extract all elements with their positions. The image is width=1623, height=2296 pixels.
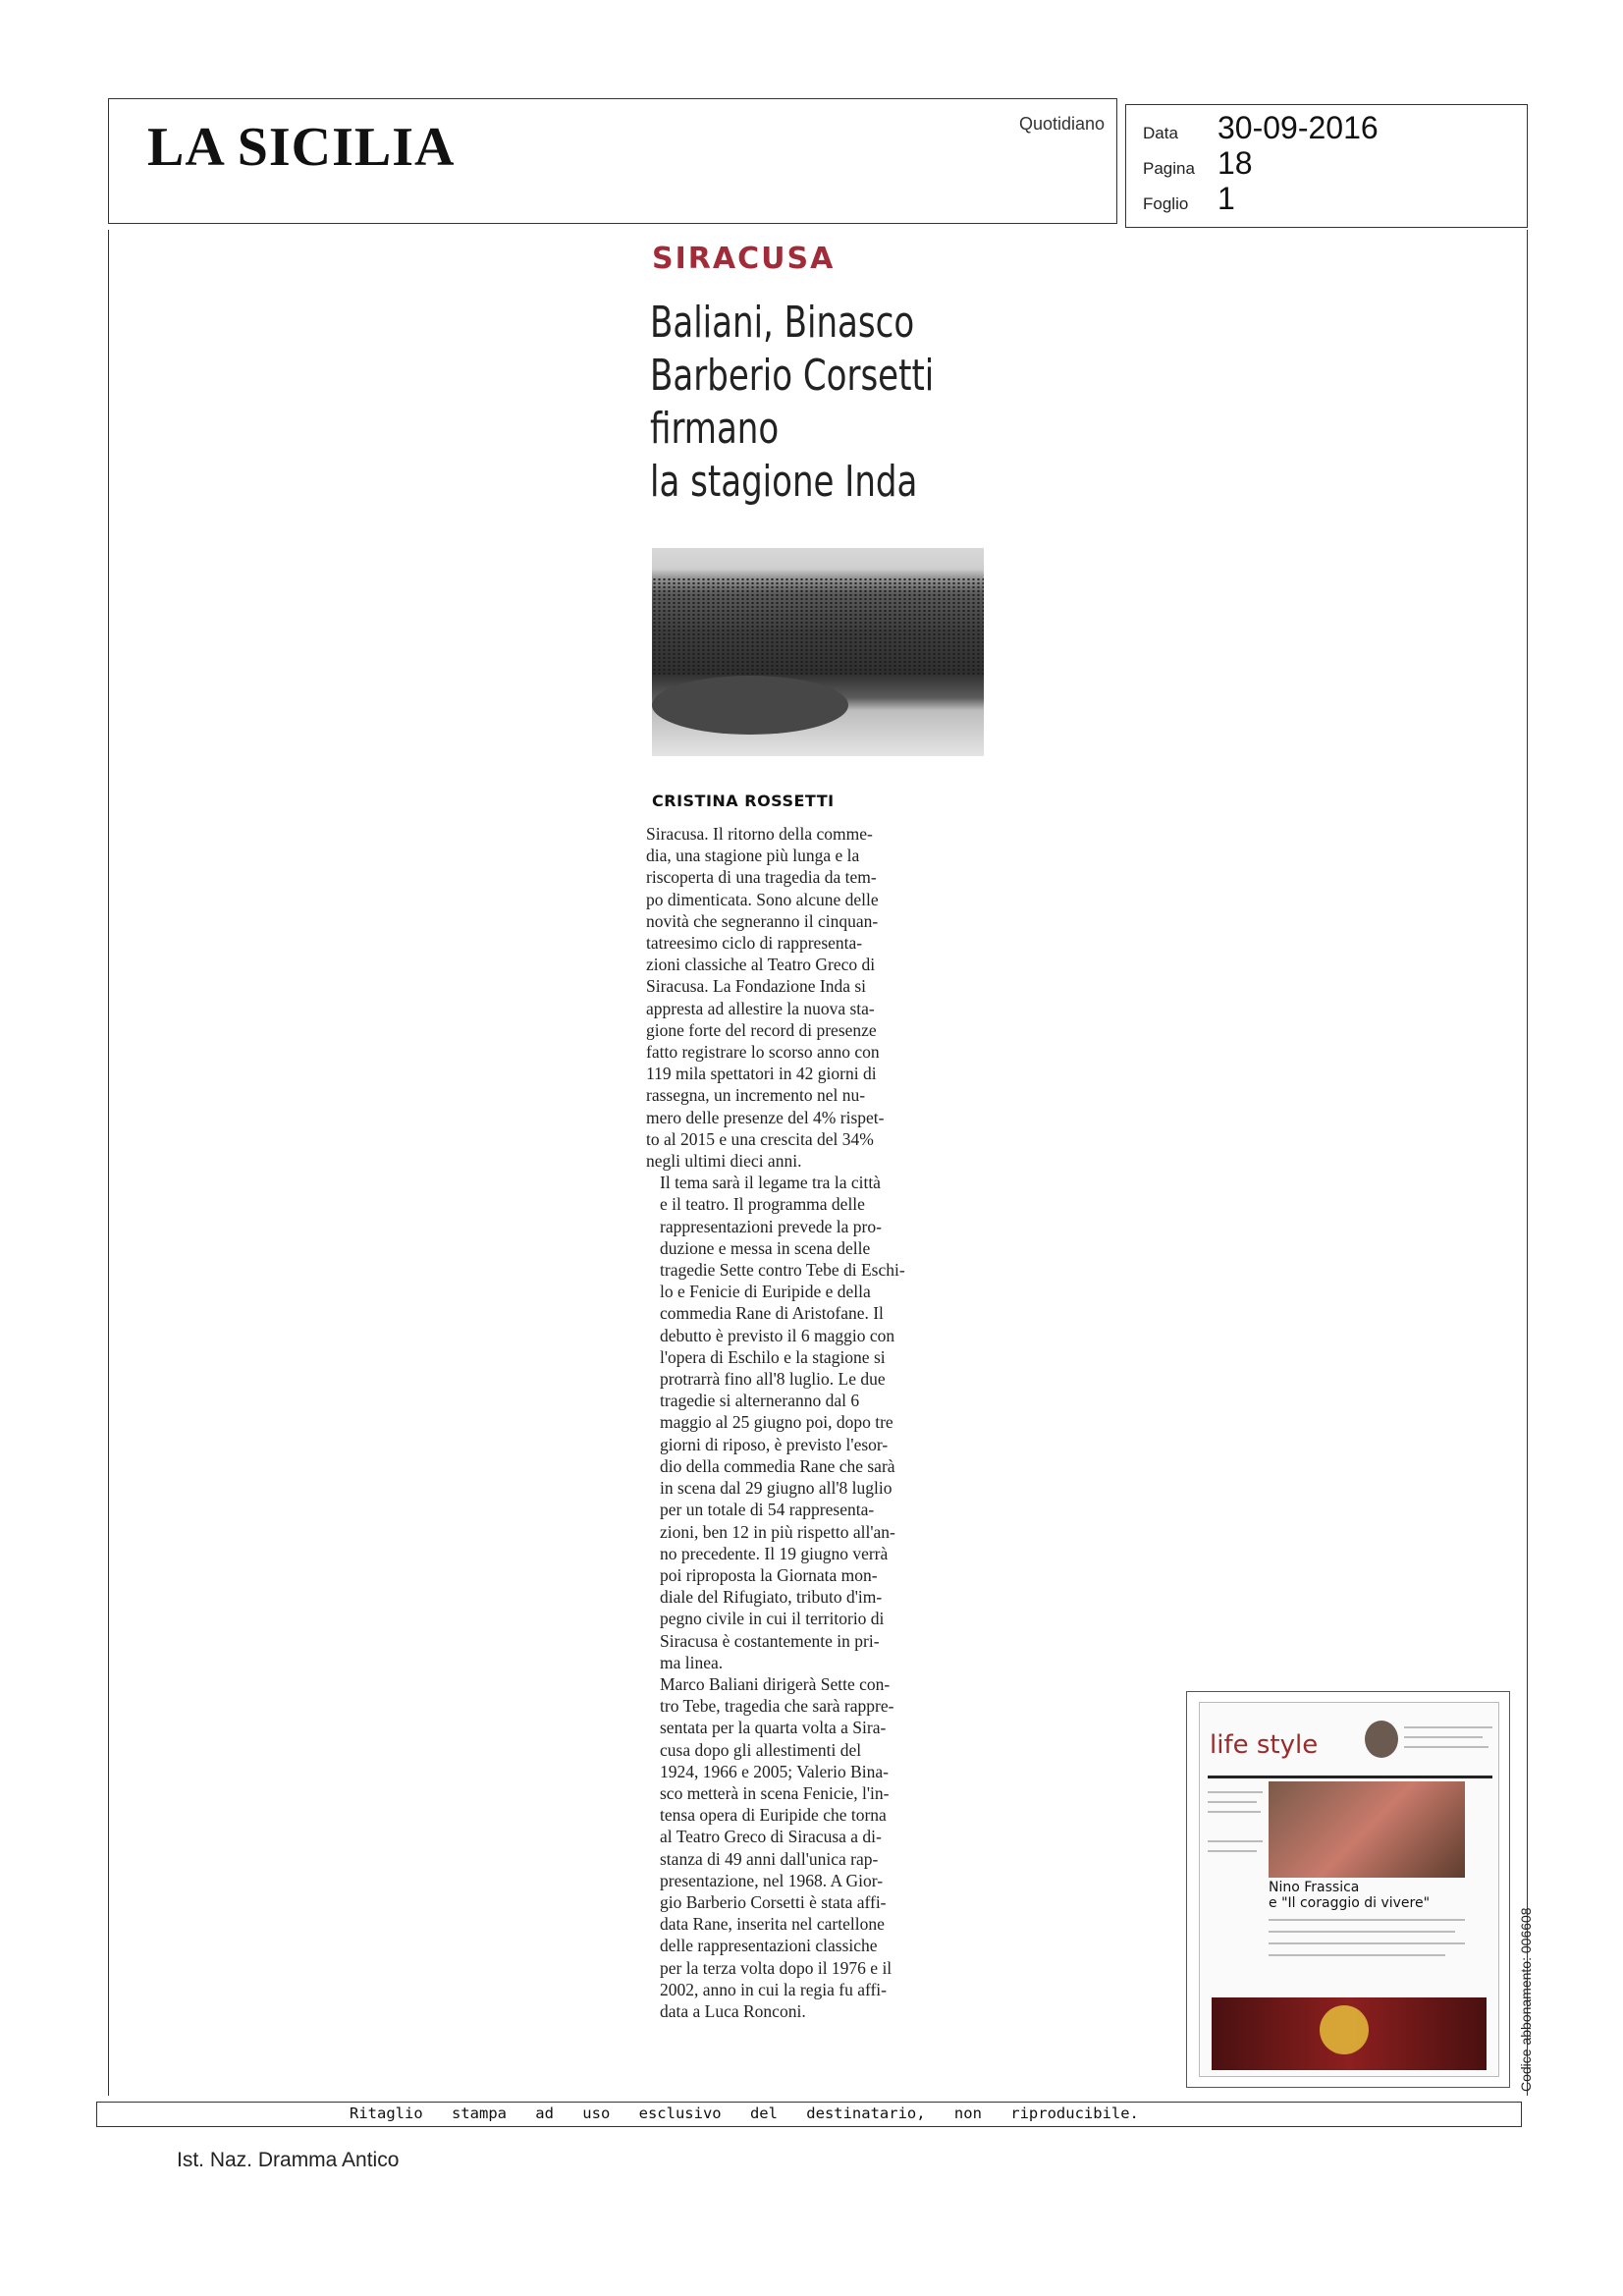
article-line: pegno civile in cui il territorio di	[660, 1609, 885, 1629]
article-line: data a Luca Ronconi.	[660, 2000, 806, 2021]
article-line: l'opera di Eschilo e la stagione si	[660, 1346, 886, 1367]
article-line: e il teatro. Il programma delle	[660, 1194, 865, 1215]
article-line: novità che segneranno il cinquan-	[646, 910, 879, 931]
source-footer: Ist. Naz. Dramma Antico	[177, 2149, 400, 2171]
meta-label: Data	[1143, 124, 1178, 142]
thumbnail-page	[1199, 1702, 1499, 2077]
meta-row-foglio	[1143, 181, 1235, 217]
thumbnail-banner-emblem	[1320, 2005, 1369, 2054]
headline	[650, 297, 954, 509]
headline-line: la stagione Inda	[650, 457, 918, 507]
thumbnail-textline	[1269, 1942, 1465, 1944]
article-line: rappresentazioni prevede la pro-	[660, 1216, 882, 1236]
article-line: Siracusa. Il ritorno della comme-	[646, 824, 873, 844]
article-line: dio della commedia Rane che sarà	[660, 1455, 895, 1476]
article-line: stanza di 49 anni dall'unica rap-	[660, 1848, 879, 1869]
thumbnail-rule	[1208, 1776, 1492, 1778]
article-line: in scena dal 29 giugno all'8 luglio	[660, 1478, 893, 1499]
article-line: zioni, ben 12 in più rispetto all'an-	[660, 1521, 895, 1542]
thumbnail-textline	[1404, 1736, 1483, 1738]
article-line: po dimenticata. Sono alcune delle	[646, 889, 879, 909]
article-line: Siracusa è costantemente in pri-	[660, 1630, 880, 1651]
article-line: 1924, 1966 e 2005; Valerio Bina-	[660, 1761, 889, 1781]
article-line: ma linea.	[660, 1652, 724, 1672]
photo-stage	[652, 676, 848, 735]
thumbnail-textline	[1208, 1801, 1257, 1803]
article-line: presentazione, nel 1968. A Gior-	[660, 1870, 884, 1890]
article-line: appresta ad allestire la nuova sta-	[646, 998, 875, 1018]
masthead: LA SICILIA	[147, 117, 456, 178]
meta-label: Foglio	[1143, 194, 1189, 213]
article-body	[646, 823, 982, 2022]
headline-line: firmano	[650, 404, 780, 454]
article-line: tragedie si alterneranno dal 6	[660, 1391, 860, 1411]
section-label: SIRACUSA	[652, 242, 836, 276]
article-line: al Teatro Greco di Siracusa a di-	[660, 1827, 882, 1847]
photo-crowd	[652, 577, 984, 676]
publication-type: Quotidiano	[1019, 114, 1106, 134]
thumbnail-caption	[1269, 1880, 1430, 1911]
article-line: tatreesimo ciclo di rappresenta-	[646, 933, 863, 954]
headline-line: Barberio Corsetti	[650, 351, 935, 401]
article-line: commedia Rane di Aristofane. Il	[660, 1303, 884, 1324]
meta-value: 30-09-2016	[1217, 110, 1379, 145]
byline: CRISTINA ROSSETTI	[652, 792, 835, 810]
thumbnail-photo	[1269, 1781, 1465, 1878]
article-line: lo e Fenicie di Euripide e della	[660, 1282, 871, 1302]
article-line: gione forte del record di presenze	[646, 1019, 877, 1040]
article-line: Marco Baliani dirigerà Sette con-	[660, 1673, 891, 1694]
article-line: sco metterà in scena Fenicie, l'in-	[660, 1782, 890, 1803]
article-line: giorni di riposo, è previsto l'esor-	[660, 1434, 889, 1454]
meta-row-pagina	[1143, 145, 1253, 182]
magazine-thumbnail	[1186, 1691, 1510, 2088]
article-line: to al 2015 e una crescita del 34%	[646, 1128, 874, 1149]
article-paragraph	[646, 1673, 982, 2022]
thumbnail-avatar	[1365, 1721, 1398, 1758]
thumbnail-textline	[1269, 1919, 1465, 1921]
article-line: tensa opera di Euripide che torna	[660, 1805, 887, 1826]
article-line: cusa dopo gli allestimenti del	[660, 1739, 862, 1760]
article-line: maggio al 25 giugno poi, dopo tre	[660, 1412, 893, 1433]
thumbnail-textline	[1404, 1746, 1488, 1748]
thumbnail-caption-line: e "Il coraggio di vivere"	[1269, 1895, 1431, 1911]
article-line: sentata per la quarta volta a Sira-	[660, 1718, 887, 1738]
article-line: mero delle presenze del 4% rispet-	[646, 1107, 885, 1127]
article-line: per la terza volta dopo il 1976 e il	[660, 1957, 893, 1978]
article-line: rassegna, un incremento nel nu-	[646, 1085, 866, 1106]
thumbnail-textline	[1208, 1791, 1263, 1793]
article-line: debutto è previsto il 6 maggio con	[660, 1325, 895, 1345]
thumbnail-textline	[1404, 1726, 1492, 1728]
thumbnail-caption-line: Nino Frassica	[1269, 1880, 1360, 1895]
article-line: per un totale di 54 rappresenta-	[660, 1500, 875, 1520]
ritaglio-notice: Ritaglio stampa ad uso esclusivo del destinatario, non riproducibile.	[350, 2105, 1139, 2122]
article-line: delle rappresentazioni classiche	[660, 1936, 878, 1956]
thumbnail-textline	[1269, 1931, 1455, 1933]
codice-abbonamento: Codice abbonamento: 006608	[1518, 1907, 1534, 2092]
article-line: poi riproposta la Giornata mon-	[660, 1564, 878, 1585]
article-line: gio Barberio Corsetti è stata affi-	[660, 1891, 887, 1912]
article-line: protrarrà fino all'8 luglio. Le due	[660, 1369, 886, 1390]
thumbnail-textline	[1208, 1811, 1261, 1813]
article-paragraph	[646, 1172, 982, 1673]
article-line: riscoperta di una tragedia da tem-	[646, 867, 877, 888]
article-line: zioni classiche al Teatro Greco di	[646, 955, 876, 975]
article-line: tro Tebe, tragedia che sarà rappre-	[660, 1696, 894, 1717]
meta-value: 18	[1217, 145, 1253, 181]
article-line: Siracusa. La Fondazione Inda si	[646, 976, 867, 997]
article-line: duzione e messa in scena delle	[660, 1237, 871, 1258]
article-line: Il tema sarà il legame tra la città	[660, 1173, 881, 1193]
thumbnail-textline	[1208, 1850, 1257, 1852]
article-line: dia, una stagione più lunga e la	[646, 846, 860, 866]
thumbnail-logo: life style	[1210, 1730, 1319, 1760]
article-line: 119 mila spettatori in 42 giorni di	[646, 1064, 877, 1084]
theatre-photo	[652, 548, 984, 756]
article-line: negli ultimi dieci anni.	[646, 1151, 802, 1172]
meta-row-data	[1143, 110, 1379, 146]
thumbnail-textline	[1269, 1954, 1445, 1956]
article-paragraph	[646, 823, 982, 1172]
meta-value: 1	[1217, 181, 1235, 216]
thumbnail-textline	[1208, 1840, 1263, 1842]
article-line: diale del Rifugiato, tributo d'im-	[660, 1587, 883, 1608]
headline-line: Baliani, Binasco	[650, 298, 915, 348]
article-line: 2002, anno in cui la regia fu affi-	[660, 1979, 887, 1999]
article-line: no precedente. Il 19 giugno verrà	[660, 1543, 889, 1563]
article-line: data Rane, inserita nel cartellone	[660, 1914, 885, 1935]
article-line: fatto registrare lo scorso anno con	[646, 1042, 880, 1063]
meta-label: Pagina	[1143, 159, 1195, 178]
article-line: tragedie Sette contro Tebe di Eschi-	[660, 1260, 905, 1281]
